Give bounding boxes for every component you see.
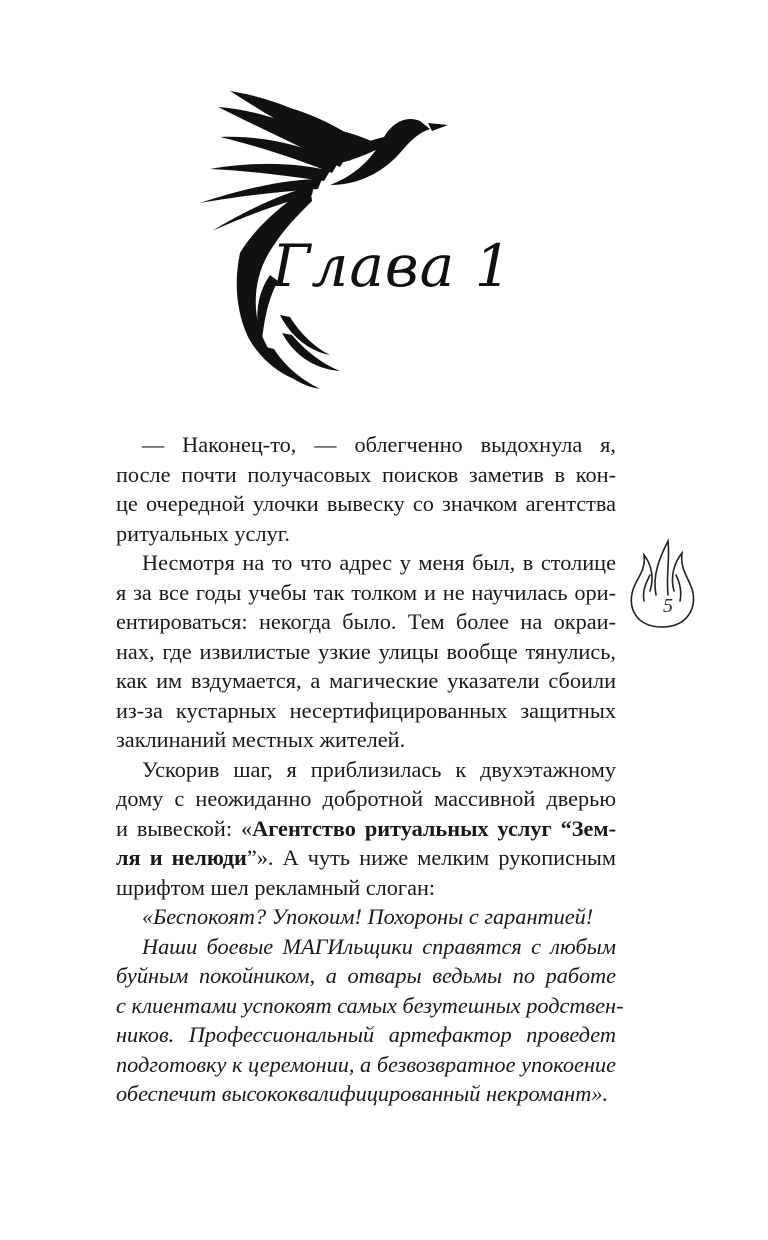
text-line: я за все годы учебы так толком и не научилась ори- bbox=[116, 579, 616, 605]
text-line: после почти получасовых поисков заметив в кон- bbox=[116, 461, 616, 487]
agency-name-bold: Агентство ритуальных услуг “Зем- bbox=[252, 815, 616, 841]
text-line: це очередной улочки вывеску со значком агентства bbox=[116, 491, 616, 516]
chapter-title: Глава 1 bbox=[272, 232, 513, 300]
slogan-line: обеспечит высококвалифицированный некромант». bbox=[116, 1081, 609, 1106]
text-line: заклинаний местных жителей. bbox=[116, 727, 406, 752]
text-line: как им вздумается, а магические указатели сбоили bbox=[116, 668, 616, 693]
text-line bbox=[116, 843, 616, 873]
slogan-line: с клиентами успокоят самых безутешных родствен- bbox=[116, 992, 624, 1018]
agency-name-bold: ля и нелюди bbox=[116, 845, 247, 870]
text-line: Ускорив шаг, я приблизилась к двухэтажному bbox=[142, 756, 616, 782]
slogan-line: буйным покойником, а отвары ведьмы по работе bbox=[116, 963, 616, 988]
text-segment: ”». А чуть ниже мелким рукописным bbox=[246, 845, 616, 870]
slogan-line: подготовку к церемонии, а безвозвратное упокоение bbox=[116, 1051, 616, 1077]
slogan-line: «Беспокоят? Упокоим! Похороны с гарантией! bbox=[142, 904, 594, 929]
page-number: 5 bbox=[663, 595, 673, 617]
text-line: Несмотря на то что адрес у меня был, в столице bbox=[142, 550, 616, 575]
text-line bbox=[116, 814, 616, 844]
text-line: из-за кустарных несертифицированных защитных bbox=[116, 697, 616, 723]
text-line: — Наконец-то, — облегченно выдохнула я, bbox=[142, 432, 616, 457]
slogan-line: ников. Профессиональный артефактор проведет bbox=[116, 1022, 616, 1047]
text-line: ритуальных услуг. bbox=[116, 520, 290, 546]
body-text bbox=[116, 430, 624, 1109]
flame-page-marker-icon bbox=[622, 535, 702, 635]
text-line: дому с неожиданно добротной массивной дверью bbox=[116, 786, 616, 811]
slogan-line: Наши боевые МАГИльщики справятся с любым bbox=[142, 933, 616, 959]
text-line: шрифтом шел рекламный слоган: bbox=[116, 874, 436, 900]
text-line: нах, где извилистые узкие улицы вообще тянулись, bbox=[116, 638, 616, 664]
text-segment: и вывеской: « bbox=[116, 815, 253, 841]
text-line: ентироваться: некогда было. Тем более на окраи- bbox=[116, 609, 616, 634]
